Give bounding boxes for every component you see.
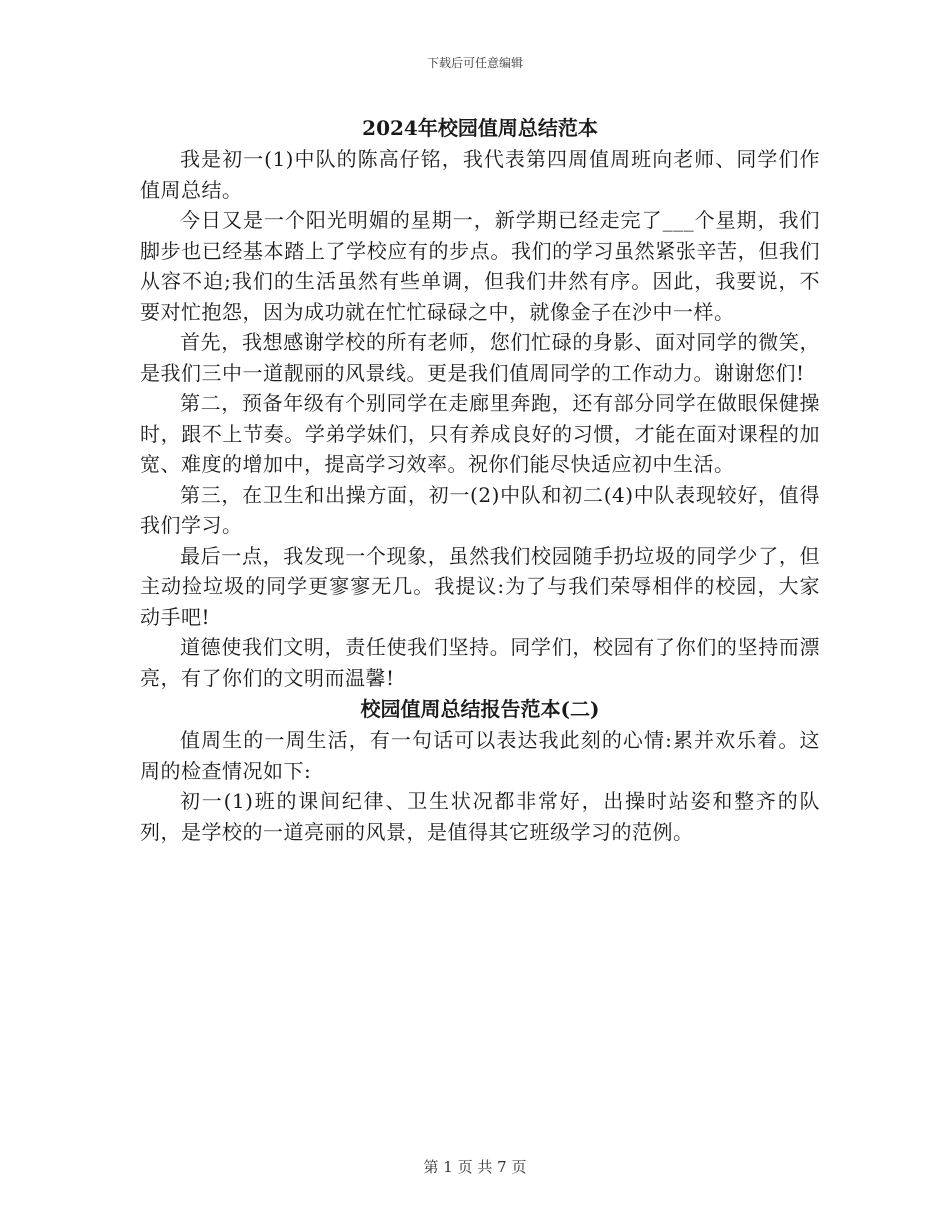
section1-paragraph-6: 最后一点，我发现一个现象，虽然我们校园随手扔垃圾的同学少了，但主动捡垃圾的同学更寥寥无几。我提议:为了与我们荣辱相伴的校园，大家动手吧! (140, 543, 820, 629)
section1-paragraph-7: 道德使我们文明，责任使我们坚持。同学们，校园有了你们的坚持而漂亮，有了你们的文明而温馨! (140, 635, 820, 690)
section1-paragraph-1: 我是初一(1)中队的陈高仔铭，我代表第四周值周班向老师、同学们作值周总结。 (140, 147, 820, 202)
section1-title: 2024年校园值周总结范本 (362, 116, 598, 140)
page-number: 第 1 页 共 7 页 (423, 1158, 527, 1176)
document-body (140, 112, 820, 847)
section2-title: 校园值周总结报告范本(二) (360, 697, 600, 721)
section1-paragraph-3: 首先，我想感谢学校的所有老师，您们忙碌的身影、面对同学的微笑，是我们三中一道靓丽的风景线。更是我们值周同学的工作动力。谢谢您们! (140, 330, 820, 385)
section1-paragraph-4: 第二，预备年级有个别同学在走廊里奔跑，还有部分同学在做眼保健操时，跟不上节奏。学弟学妹们，只有养成良好的习惯，才能在面对课程的加宽、难度的增加中，提高学习效率。祝你们能尽快适应初中生活。 (140, 391, 820, 476)
section1-paragraph-2: 今日又是一个阳光明媚的星期一，新学期已经走完了___个星期，我们脚步也已经基本踏上了学校应有的步点。我们的学习虽然紧张辛苦，但我们从容不迫;我们的生活虽然有些单调，但我们井然有序。因此，我要说，不要对忙抱怨，因为成功就在忙忙碌碌之中，就像金子在沙中一样。 (140, 208, 820, 324)
section2-paragraph-1: 值周生的一周生活，有一句话可以表达我此刻的心情:累并欢乐着。这周的检查情况如下: (140, 728, 820, 783)
section1-paragraph-5: 第三，在卫生和出操方面，初一(2)中队和初二(4)中队表现较好，值得我们学习。 (140, 482, 820, 537)
header-note: 下载后可任意编辑 (426, 56, 523, 70)
section2-paragraph-2: 初一(1)班的课间纪律、卫生状况都非常好，出操时站姿和整齐的队列，是学校的一道亮丽的风景，是值得其它班级学习的范例。 (140, 789, 820, 844)
